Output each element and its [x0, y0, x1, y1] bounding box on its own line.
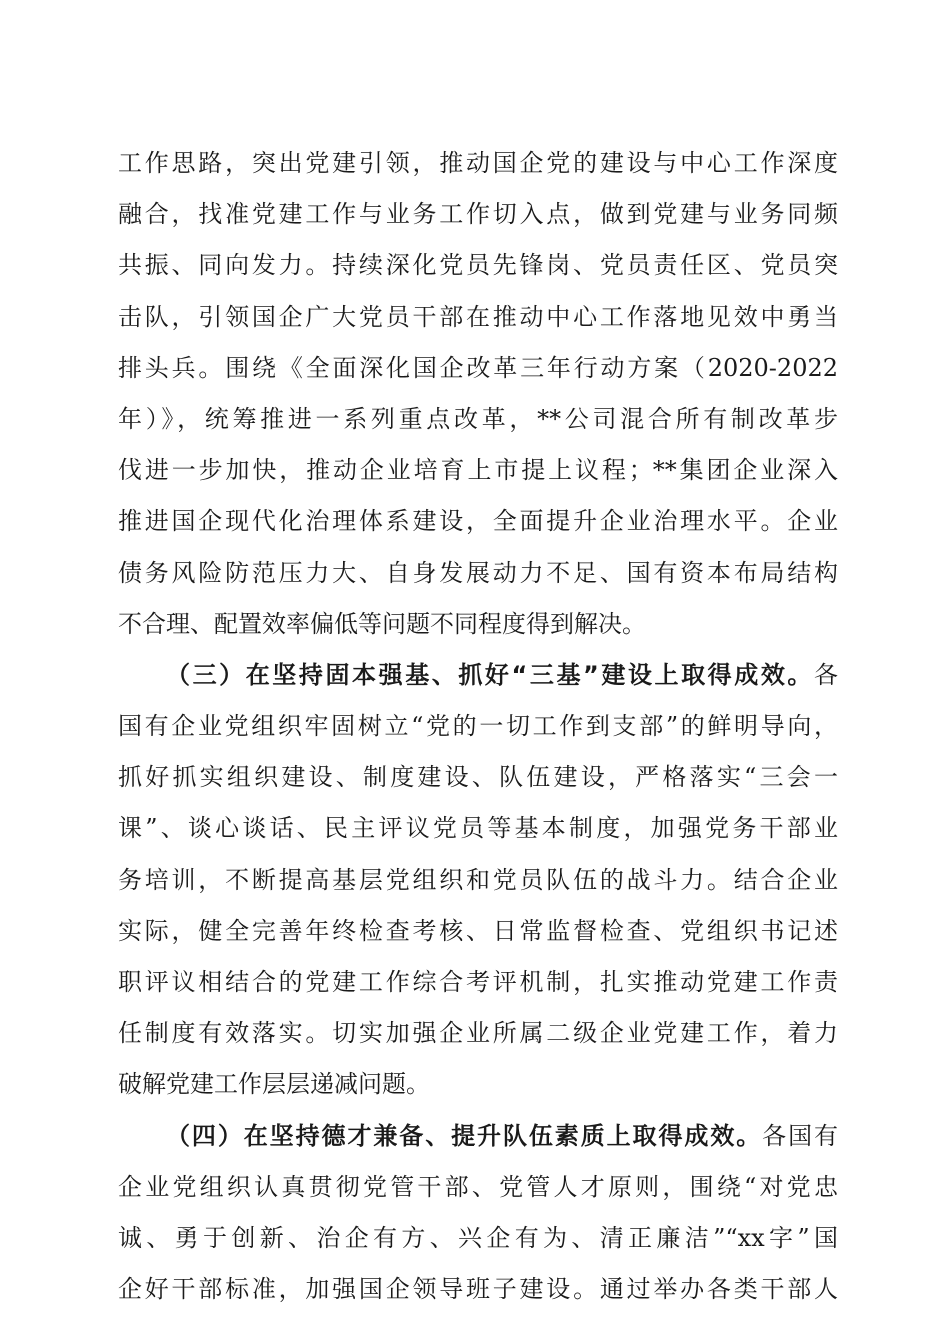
paragraph-line: 伐进一步加快，推动企业培育上市提上议程；**集团企业深入 [118, 456, 838, 485]
paragraph-line: 推进国企现代化治理体系建设，全面提升企业治理水平。企业 [118, 507, 838, 536]
paragraph-line: 职评议相结合的党建工作综合考评机制，扎实推动党建工作责 [118, 968, 838, 996]
paragraph-1 [118, 138, 838, 650]
paragraph-text: 各国有 [762, 1121, 839, 1150]
paragraph-line: 工作思路，突出党建引领，推动国企党的建设与中心工作深度 [118, 149, 838, 177]
paragraph-line: 务培训，不断提高基层党组织和党员队伍的战斗力。结合企业 [118, 865, 838, 894]
paragraph-line: 企业党组织认真贯彻党管干部、党管人才原则，围绕“对党忠 [118, 1172, 838, 1201]
paragraph-line: 实际，健全完善年终检查考核、日常监督检查、党组织书记述 [118, 916, 838, 945]
paragraph-first-line [118, 1111, 838, 1162]
paragraph-line: 抓好抓实组织建设、制度建设、队伍建设，严格落实“三会一 [118, 763, 838, 792]
paragraph-line: 任制度有效落实。切实加强企业所属二级企业党建工作，着力 [118, 1019, 838, 1048]
paragraph-line: 破解党建工作层层递减问题。 [118, 1070, 430, 1099]
paragraph-line: 课”、谈心谈话、民主评议党员等基本制度，加强党务干部业 [118, 814, 838, 843]
paragraph-line: 排头兵。围绕《全面深化国企改革三年行动方案（2020-2022 [118, 353, 838, 382]
paragraph-line: 不合理、配置效率偏低等问题不同程度得到解决。 [118, 609, 646, 638]
section-heading-3: （三）在坚持固本强基、抓好“三基”建设上取得成效。 [166, 660, 814, 689]
paragraph-line: 企好干部标准，加强国企领导班子建设。通过举办各类干部人 [118, 1275, 838, 1304]
section-heading-4: （四）在坚持德才兼备、提升队伍素质上取得成效。 [166, 1121, 763, 1150]
paragraph-first-line [118, 650, 838, 701]
paragraph-text: 各 [814, 660, 838, 689]
paragraph-line: 国有企业党组织牢固树立“党的一切工作到支部”的鲜明导向， [118, 712, 838, 741]
paragraph-line: 诚、勇于创新、治企有方、兴企有为、清正廉洁”“xx字”国 [118, 1223, 838, 1252]
paragraph-line: 债务风险防范压力大、自身发展动力不足、国有资本布局结构 [118, 558, 838, 587]
paragraph-3 [118, 1111, 838, 1316]
paragraph-line: 击队，引领国企广大党员干部在推动中心工作落地见效中勇当 [118, 302, 838, 331]
paragraph-line: 年）》，统筹推进一系列重点改革，**公司混合所有制改革步 [118, 404, 838, 433]
document-body [118, 138, 838, 1315]
paragraph-line: 共振、同向发力。持续深化党员先锋岗、党员责任区、党员突 [118, 251, 838, 280]
paragraph-line: 融合，找准党建工作与业务工作切入点，做到党建与业务同频 [118, 200, 838, 229]
paragraph-2 [118, 650, 838, 1111]
